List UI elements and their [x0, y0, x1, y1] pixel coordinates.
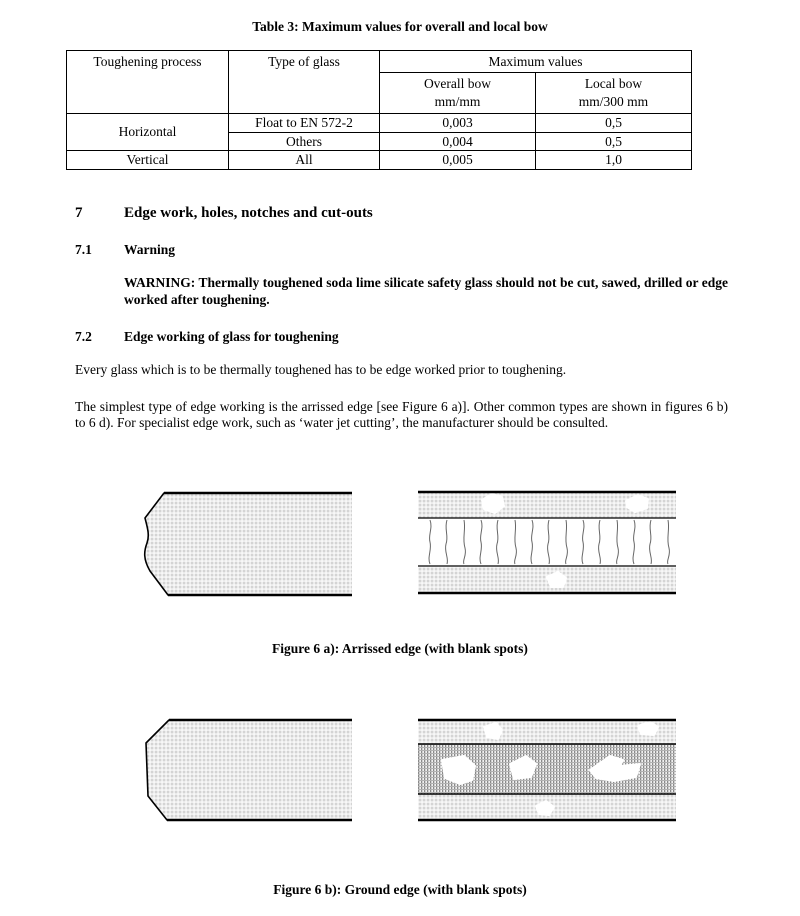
col-header-toughening-process: Toughening process [67, 51, 229, 114]
figure-6b-face-view [418, 714, 676, 826]
table-3 [66, 50, 692, 170]
figure-6a-cross-section [142, 489, 352, 599]
local-bow-unit: mm/300 mm [578, 94, 649, 109]
table-3-title: Table 3: Maximum values for overall and local bow [252, 19, 548, 34]
section-7-title: Edge work, holes, notches and cut-outs [124, 205, 373, 221]
section-7-2-title: Edge working of glass for toughening [124, 329, 339, 344]
cell-glass-float: Float to EN 572-2 [229, 114, 380, 133]
cell-process-horizontal: Horizontal [67, 114, 229, 151]
section-7-1-heading [75, 242, 735, 258]
cell-local-10: 1,0 [536, 151, 692, 170]
col-header-maximum-values: Maximum values [380, 51, 692, 73]
cell-glass-all: All [229, 151, 380, 170]
cell-overall-0005: 0,005 [380, 151, 536, 170]
cell-glass-others: Others [229, 132, 380, 151]
figure-6b-cross-section [142, 714, 352, 824]
overall-bow-label: Overall bow [423, 76, 492, 92]
arrissed-edge-texture [429, 520, 669, 564]
overall-bow-unit: mm/mm [434, 94, 481, 109]
warning-paragraph: WARNING: Thermally toughened soda lime silicate safety glass should not be cut, sawed, drilled or edge worked after toughening. [124, 275, 728, 307]
section-7-1-title: Warning [124, 242, 176, 257]
cell-overall-0004: 0,004 [380, 132, 536, 151]
table-header-row-1 [67, 51, 692, 73]
cell-local-05a: 0,5 [536, 114, 692, 133]
glass-body-arrissed [145, 493, 352, 595]
glass-body-ground [146, 720, 352, 820]
col-header-local-bow [536, 73, 692, 114]
col-header-overall-bow [380, 73, 536, 114]
face-top-band [418, 720, 676, 744]
section-7-number: 7 [75, 205, 83, 221]
section-7-2-number: 7.2 [75, 329, 92, 344]
body-paragraph-1: Every glass which is to be thermally toughened has to be edge worked prior to toughening. [75, 362, 567, 377]
table-row [67, 151, 692, 170]
body-paragraph-2: The simplest type of edge working is the arrissed edge [see Figure 6 a)]. Other common types are shown in figures 6 b) to 6 d). For specialist edge work, such as ‘water jet cutting’, the manufacturer should be consulted. [75, 399, 728, 431]
figure-6b-caption: Figure 6 b): Ground edge (with blank spots) [273, 882, 527, 897]
table-row [67, 114, 692, 133]
col-header-type-of-glass: Type of glass [229, 51, 380, 114]
figure-6a-face-view [418, 487, 676, 601]
section-7-heading [75, 205, 735, 222]
cell-overall-0003: 0,003 [380, 114, 536, 133]
cell-process-vertical: Vertical [67, 151, 229, 170]
cell-local-05b: 0,5 [536, 132, 692, 151]
local-bow-label: Local bow [584, 76, 643, 92]
figure-6a-caption: Figure 6 a): Arrissed edge (with blank spots) [272, 641, 528, 656]
section-7-2-heading [75, 329, 735, 345]
section-7-1-number: 7.1 [75, 242, 92, 257]
